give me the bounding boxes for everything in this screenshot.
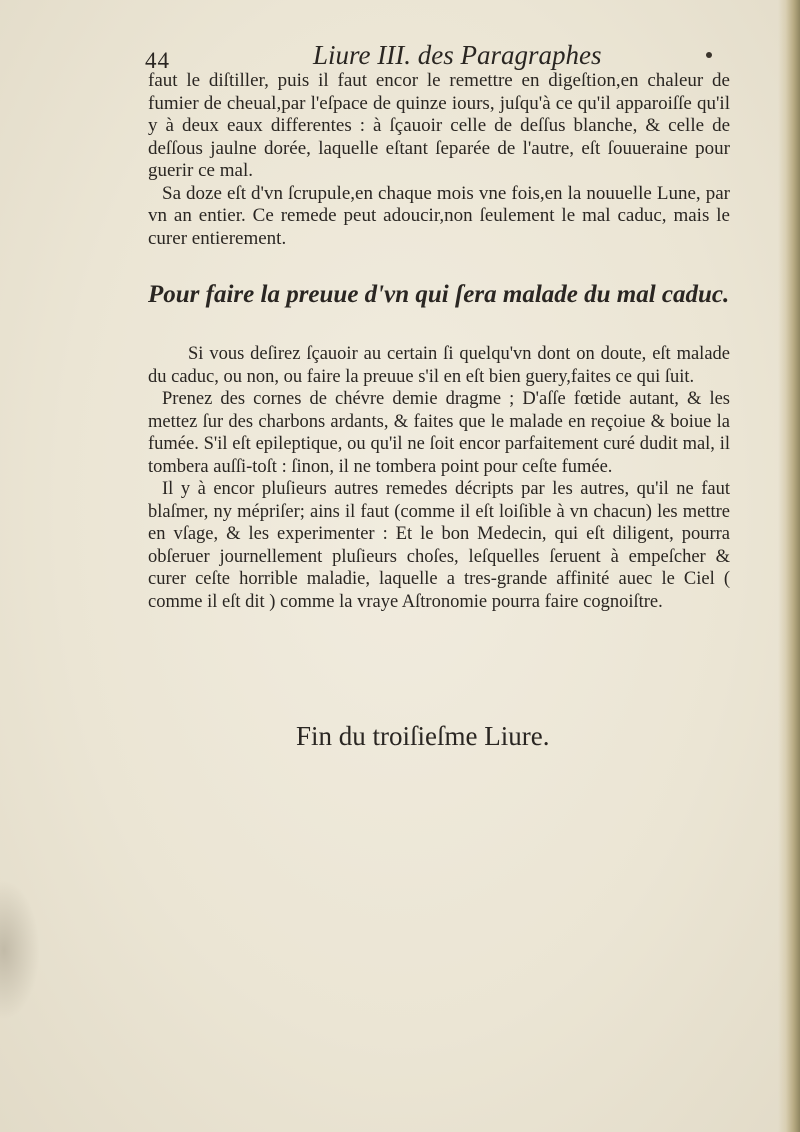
paragraph-continued: faut le diſtiller, puis il faut encor le remettre en digeſtion,en chaleur de fumier de cheual,par l'eſpace de quinze iours, juſqu'à ce qu'il apparoiſſe qu'il y à deux eaux differentes : à ſçauoir celle de deſſus blanche, & celle de deſſous jaulne dorée, laquelle eſtant ſeparée de l'autre, eſt ſouueraine pour guerir ce mal.	[148, 70, 730, 181]
paragraph-intro: Si vous deſirez ſçauoir au certain ſi quelqu'vn dont on doute, eſt malade du caduc, ou non, ou faire la preuue s'il en eſt bien guery,faites ce qui ſuit.	[148, 344, 730, 387]
running-title: Liure III. des Paragraphes	[313, 40, 602, 70]
paragraph-other-remedies: Il y à encor pluſieurs autres remedes décripts par les autres, qu'il ne faut blaſmer, ny mépriſer; ains il faut (comme il eſt loiſible à vn chacun) les mettre en vſage, & les experimenter : Et le bon Medecin, qui eſt diligent, pourra obſeruer journellement pluſieurs choſes, leſquelles ſeruent à empeſcher & curer ceſte horrible maladie, laquelle a tres-grande affinité auec le Ciel ( comme il eſt dit ) comme la vraye Aſtronomie pourra faire cognoiſtre.	[148, 479, 730, 612]
end-of-book-note: Fin du troiſieſme Liure.	[296, 721, 550, 751]
paragraph-method: Prenez des cornes de chévre demie dragme ; D'aſſe fœtide autant, & les mettez ſur des charbons ardants, & faites que le malade en reçoiue & boiue la fumée. S'il eſt epileptique, ou qu'il ne ſoit encor parfaitement curé dudit mal, il tombera auſſi-toſt : ſinon, il ne tombera point pour ceſte fumée.	[148, 389, 730, 477]
text-block-main	[148, 343, 730, 613]
section-heading: Pour faire la preuue d'vn qui ſera malade du mal caduc.	[148, 281, 730, 308]
paragraph-dosage: Sa doze eſt d'vn ſcrupule,en chaque mois vne fois,en la nouuelle Lune, par vn an entier. Ce remede peut adoucir,non ſeulement le mal caduc, mais le curer entierement.	[148, 182, 730, 249]
text-block-top	[148, 70, 730, 250]
paper-stain	[0, 880, 40, 1020]
page-number: 44	[145, 48, 170, 73]
page-edge-shadow	[778, 0, 800, 1132]
